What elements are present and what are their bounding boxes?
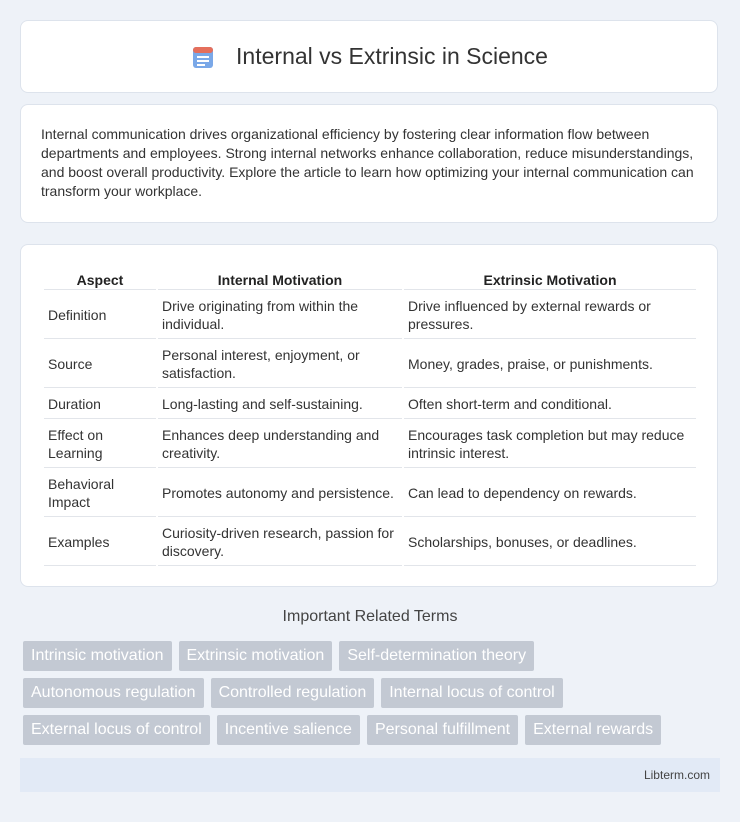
- table-cell: Curiosity-driven research, passion for discovery.: [158, 519, 402, 566]
- table-cell: Enhances deep understanding and creativity.: [158, 421, 402, 468]
- table-cell: Scholarships, bonuses, or deadlines.: [404, 519, 696, 566]
- table-cell: Behavioral Impact: [44, 470, 156, 517]
- table-cell: Long-lasting and self-sustaining.: [158, 390, 402, 419]
- table-cell: Source: [44, 341, 156, 388]
- tag-intrinsic-motivation[interactable]: Intrinsic motivation: [23, 641, 172, 671]
- comparison-table: [42, 265, 698, 568]
- table-cell: Examples: [44, 519, 156, 566]
- table-cell: Duration: [44, 390, 156, 419]
- document-list-icon: [190, 44, 216, 70]
- table-cell: Promotes autonomy and persistence.: [158, 470, 402, 517]
- comparison-card: [20, 244, 718, 587]
- tag-self-determination-theory[interactable]: Self-determination theory: [339, 641, 534, 671]
- tag-row: [23, 678, 723, 708]
- tag-extrinsic-motivation[interactable]: Extrinsic motivation: [179, 641, 333, 671]
- tag-incentive-salience[interactable]: Incentive salience: [217, 715, 360, 745]
- table-cell: Effect on Learning: [44, 421, 156, 468]
- tag-row: [23, 641, 723, 671]
- table-row: [44, 292, 696, 339]
- tag-external-locus-of-control[interactable]: External locus of control: [23, 715, 210, 745]
- table-cell: Money, grades, praise, or punishments.: [404, 341, 696, 388]
- column-header-aspect: Aspect: [44, 267, 156, 290]
- table-cell: Personal interest, enjoyment, or satisfaction.: [158, 341, 402, 388]
- tag-row: [23, 715, 723, 745]
- page-title: Internal vs Extrinsic in Science: [236, 43, 548, 69]
- table-cell: Drive originating from within the individual.: [158, 292, 402, 339]
- footer-site-link[interactable]: Libterm.com: [643, 768, 710, 782]
- tag-internal-locus-of-control[interactable]: Internal locus of control: [381, 678, 562, 708]
- table-row: [44, 390, 696, 419]
- tag-autonomous-regulation[interactable]: Autonomous regulation: [23, 678, 204, 708]
- intro-card: [20, 104, 718, 223]
- column-header-extrinsic: Extrinsic Motivation: [404, 267, 696, 290]
- intro-text: Internal communication drives organizational efficiency by fostering clear information flow between departments and employees. Strong internal networks enhance collaboration, reduce misunderstandings, and boost overall productivity. Explore the article to learn how optimizing your internal communication can transform your workplace.: [41, 126, 694, 199]
- table-cell: Encourages task completion but may reduce intrinsic interest.: [404, 421, 696, 468]
- table-cell: Drive influenced by external rewards or pressures.: [404, 292, 696, 339]
- tag-personal-fulfillment[interactable]: Personal fulfillment: [367, 715, 518, 745]
- table-row: [44, 519, 696, 566]
- table-cell: Can lead to dependency on rewards.: [404, 470, 696, 517]
- table-row: [44, 421, 696, 468]
- table-cell: Often short-term and conditional.: [404, 390, 696, 419]
- column-header-internal: Internal Motivation: [158, 267, 402, 290]
- related-terms-title: Important Related Terms: [282, 608, 458, 625]
- tag-external-rewards[interactable]: External rewards: [525, 715, 661, 745]
- title-card: [20, 20, 718, 93]
- table-row: [44, 341, 696, 388]
- table-cell: Definition: [44, 292, 156, 339]
- tag-controlled-regulation[interactable]: Controlled regulation: [211, 678, 375, 708]
- related-terms-list: [23, 641, 723, 752]
- table-row: [44, 470, 696, 517]
- table-header-row: [44, 267, 696, 290]
- footer: [20, 758, 720, 792]
